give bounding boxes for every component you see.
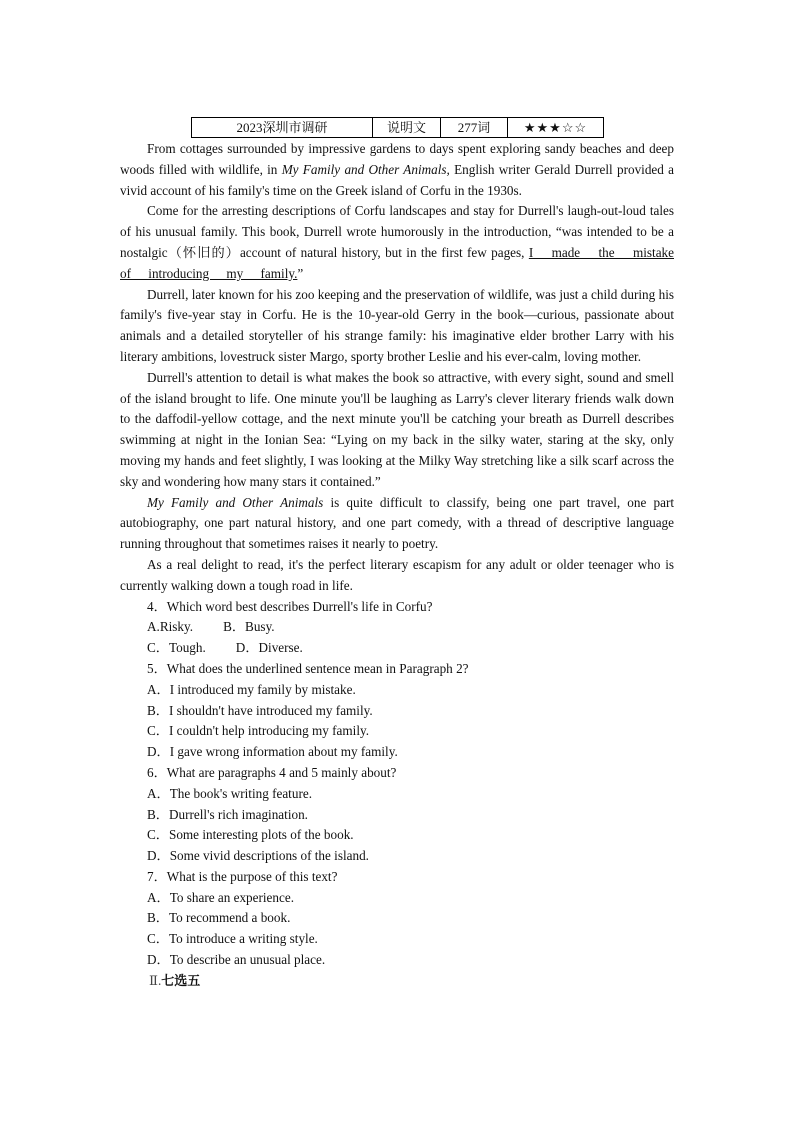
question-number: 5． (147, 660, 167, 676)
option-text: Busy. (245, 619, 275, 635)
option-label: C． (147, 640, 169, 656)
header-info-table (191, 117, 604, 138)
paragraph-text: From cottages surrounded by impressive gardens to days spent exploring sandy beaches and deep woods filled with wildlife, in (120, 141, 674, 177)
option-label: C． (147, 827, 169, 843)
option-label: A． (147, 889, 170, 905)
option-label: B． (147, 702, 169, 718)
question-7 (147, 867, 674, 971)
option-label: B． (223, 619, 246, 635)
option-a[interactable] (147, 680, 674, 701)
option-text: I introduced my family by mistake. (169, 681, 356, 697)
option-text: Durrell's rich imagination. (168, 806, 308, 822)
option-a[interactable] (147, 784, 674, 805)
option-label: A. (147, 619, 160, 635)
option-text: I gave wrong information about my family. (169, 744, 398, 760)
question-5 (147, 659, 674, 763)
question-stem (147, 659, 674, 680)
option-text: I shouldn't have introduced my family. (168, 702, 373, 718)
paragraph-text: English writer Gerald Durrell provided a vivid account of his family's time on the Greek island of Corfu in the 1930s. (120, 161, 674, 198)
header-info-row (192, 118, 604, 138)
paragraph-3: Durrell, later known for his zoo keeping and the preservation of wildlife, was just a child during his family's five-year stay in Corfu. He is the 10-year-old Gerry in the book—curious, passionate about animals and a detailed storyteller of his strange family: his imaginative elder brother Larry with his literary ambitions, lovestruck sister Margo, sporty brother Leslie and his ever-calm, loving mother. (120, 286, 674, 364)
question-number: 4． (147, 598, 167, 614)
source-cell: 2023深圳市调研 (192, 118, 373, 138)
question-4 (147, 597, 674, 659)
option-text: To share an experience. (169, 889, 295, 905)
question-number: 6． (147, 764, 167, 780)
option-text: The book's writing feature. (169, 785, 312, 801)
option-text: To introduce a writing style. (168, 931, 318, 947)
paragraph-4: Durrell's attention to detail is what makes the book so attractive, with every sight, sound and smell of the island brought to life. One minute you'll be laughing as Larry's clever literary friends walk down to the daffodil-yellow cottage, and the next minute you'll be catching your breath as Durrell describes swimming at night in the Ionian Sea: “Lying on my back in the silky water, staring at the sky, only moving my hands and feet slightly, I was looking at the Milky Way stretching like a silk scarf across the sky and wondering how many stars it contained.” (120, 369, 674, 489)
option-d[interactable] (147, 742, 674, 763)
section-numeral: Ⅱ. (149, 972, 162, 988)
option-label: C． (147, 931, 169, 947)
option-label: D． (147, 952, 170, 968)
paragraph-2 (120, 201, 674, 284)
option-label: A． (147, 785, 170, 801)
paragraph-6: As a real delight to read, it's the perfect literary escapism for any adult or older teenager who is currently walking down a tough road in life. (120, 556, 674, 593)
paragraph-5 (120, 493, 674, 555)
paragraph-text: is quite difficult to classify, being one part travel, one part autobiography, one part natural history, and one part comedy, with a thread of descriptive language running throughout that sometimes raises it nearly to poetry. (120, 494, 674, 552)
option-text: I couldn't help introducing my family. (168, 723, 370, 739)
difficulty-stars: ★★★☆☆ (508, 118, 604, 138)
question-stem (147, 763, 674, 784)
option-row (147, 617, 674, 638)
question-text: What are paragraphs 4 and 5 mainly about? (166, 764, 397, 780)
option-b[interactable] (147, 908, 674, 929)
option-b[interactable] (147, 805, 674, 826)
closing-quote: ” (297, 265, 304, 281)
book-title: My Family and Other Animals (147, 494, 324, 510)
underlined-sentence: I made the mistake of introducing my family. (120, 244, 674, 281)
option-row (147, 638, 674, 659)
option-label: A． (147, 681, 170, 697)
option-label: D． (235, 640, 259, 656)
next-section-heading (147, 971, 674, 993)
option-c[interactable] (147, 825, 674, 846)
passage (120, 139, 674, 597)
option-text: Some interesting plots of the book. (168, 827, 354, 843)
option-text: To recommend a book. (168, 910, 291, 926)
option-text: Some vivid descriptions of the island. (169, 848, 369, 864)
option-d[interactable] (147, 846, 674, 867)
option-c[interactable] (147, 929, 674, 950)
question-text: What does the underlined sentence mean in Paragraph 2? (166, 660, 469, 676)
section-title: 七选五 (161, 973, 201, 989)
option-d[interactable] (236, 638, 303, 659)
genre-cell: 说明文 (373, 118, 441, 138)
option-b[interactable] (147, 701, 674, 722)
question-number: 7． (147, 868, 167, 884)
option-d[interactable] (147, 950, 674, 971)
option-label: D． (147, 744, 170, 760)
paragraph-1 (120, 139, 674, 201)
question-text: What is the purpose of this text? (166, 868, 338, 884)
question-6 (147, 763, 674, 867)
paragraph-text: Come for the arresting descriptions of Corfu landscapes and stay for Durrell's laugh-out-loud tales of his unusual family. This book, Durrell wrote humorously in the introduction, “was intended to be a nostalgic（怀旧的）account of natural history, but in the first few pages, (120, 203, 674, 260)
option-a[interactable] (147, 888, 674, 909)
word-count-cell: 277词 (441, 118, 508, 138)
document-body (120, 139, 674, 993)
option-label: B． (147, 806, 169, 822)
option-c[interactable] (147, 638, 206, 659)
option-label: D． (147, 848, 170, 864)
questions-section (120, 597, 674, 993)
option-b[interactable] (223, 617, 275, 638)
option-c[interactable] (147, 721, 674, 742)
question-stem (147, 867, 674, 888)
question-text: Which word best describes Durrell's life in Corfu? (166, 598, 433, 614)
option-text: Risky. (159, 619, 194, 635)
option-label: C． (147, 723, 169, 739)
option-text: To describe an unusual place. (169, 952, 326, 968)
book-title: My Family and Other Animals, (281, 161, 450, 177)
option-text: Diverse. (258, 640, 303, 656)
option-a[interactable] (147, 617, 193, 638)
question-stem (147, 597, 674, 618)
option-label: B． (147, 910, 169, 926)
option-text: Tough. (168, 640, 206, 656)
